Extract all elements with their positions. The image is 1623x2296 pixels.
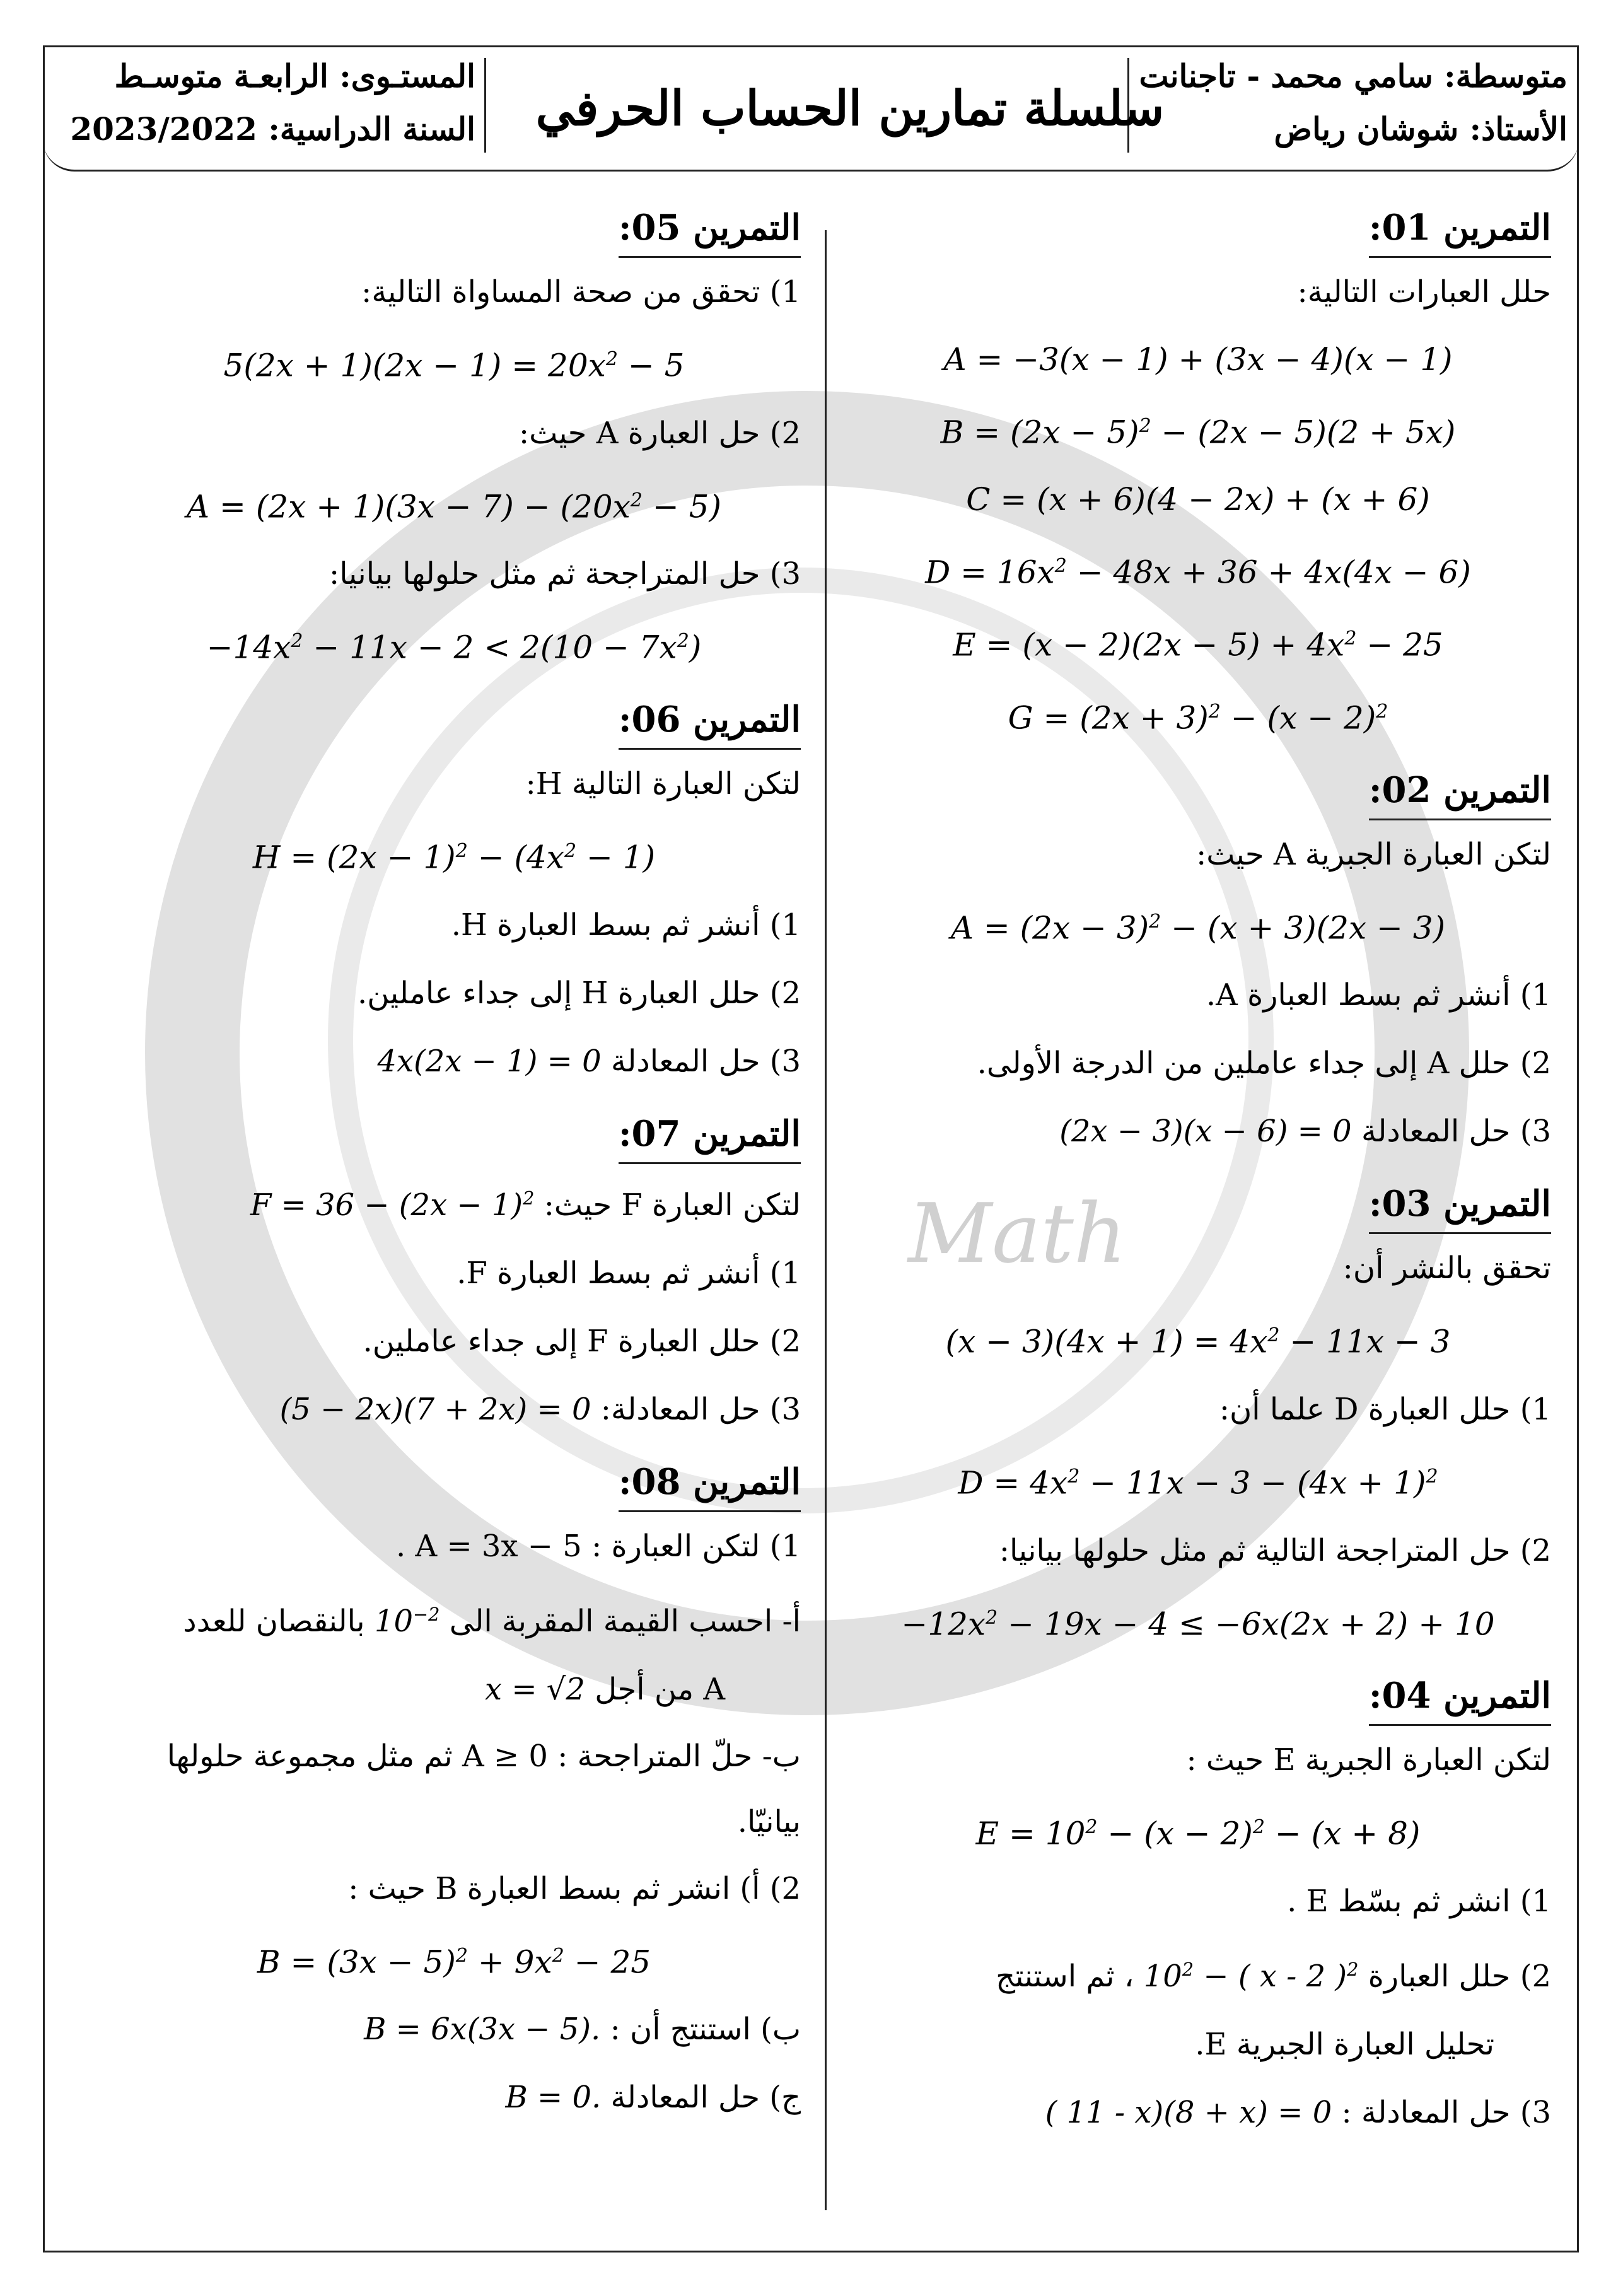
question-2: 2) حلل العبارة $10^2$ − ( x - 2 )$^2$ ، ثم استنتج [996, 1958, 1551, 1994]
question-3: 3) حل المعادلة (2x − 3)(x − 6) = 0 [1059, 1114, 1551, 1150]
question-2c: ج) حل المعادلة B = 0. [505, 2080, 801, 2116]
exercise-title: التمرين 07: [619, 1105, 801, 1164]
exercise-08 [107, 1443, 801, 2132]
question-1a-continued: A من أجل x = √2 [485, 1671, 725, 1707]
exercise-intro: لتكن العبارة الجبرية E حيث : [1186, 1742, 1551, 1778]
inequality: $-12x^2 - 19x - 4 \le -6x(2x + 2) + 10$ [901, 1605, 1495, 1643]
question-1: 1) انشر ثم بسّط E . [1287, 1883, 1551, 1919]
exercise-intro: حلل العبارات التالية: [1297, 274, 1551, 310]
question-1: 1) لتكن العبارة : A = 3x − 5 . [396, 1528, 801, 1564]
exercise-05 [107, 189, 801, 681]
exercise-title: التمرين 02: [1369, 762, 1551, 820]
expression-a: $A = (2x - 3)^2 - (x + 3)(2x - 3)$ [950, 909, 1446, 947]
question-3: 3) حل المتراجحة ثم مثل حلولها بيانيا: [329, 556, 801, 592]
exercise-02 [845, 752, 1551, 1166]
expression-g: $G = (2x + 3)^2 - (x - 2)^2$ [1008, 699, 1388, 737]
expression-d: $D = 4x^2 - 11x - 3 - (4x + 1)^2$ [958, 1464, 1438, 1501]
question-1: 1) تحقق من صحة المساواة التالية: [361, 274, 801, 310]
expression-b: $B = (2x - 5)^2 - (2x - 5)(2 + 5x)$ [940, 414, 1456, 451]
exercise-06 [107, 681, 801, 1095]
exercise-intro: تحقق بالنشر أن: [1342, 1250, 1551, 1286]
header-school-info [1139, 45, 1568, 172]
header-level-info [59, 45, 475, 172]
exercise-title: التمرين 01: [1369, 199, 1551, 258]
level-label: المستـوى: الرابعـة متوسـط [114, 57, 475, 95]
exercise-03 [845, 1165, 1551, 1657]
question-2a: 2) أ) انشر ثم بسط العبارة B حيث : [348, 1870, 801, 1906]
page-title: سلسلة تمارين الحساب الحرفي [535, 80, 1165, 136]
watermark-math-label: Math [908, 1186, 1127, 1281]
expression-c: C = (x + 6)(4 − 2x) + (x + 6) [966, 481, 1430, 518]
exercise-title: التمرين 08: [619, 1454, 801, 1512]
question-2-continued: تحليل العبارة الجبرية E. [1195, 2026, 1494, 2062]
question-1: 1) حلل العبارة D علما أن: [1219, 1391, 1551, 1427]
question-1b: ب- حلّ المتراجحة : A ≥ 0 ثم مثل مجموعة حلولها بيانيّا. [166, 1738, 801, 1839]
question-2: 2) حلل العبارة F إلى جداء عاملين. [363, 1323, 801, 1359]
exercise-07 [107, 1095, 801, 1443]
exercise-title: التمرين 04: [1369, 1667, 1551, 1726]
question-1: 1) أنشر ثم بسط العبارة A. [1206, 977, 1551, 1013]
header-title-cell [522, 45, 1178, 172]
page-header [43, 45, 1579, 172]
expression-e: $E = 10^2 - (x - 2)^2 - (x + 8)$ [975, 1815, 1421, 1852]
exercise-title: التمرين 03: [1369, 1175, 1551, 1234]
identity: $5(2x + 1)(2x - 1) = 20x^2 - 5$ [223, 347, 685, 384]
expression-a: $A = (2x + 1)(3x - 7) - (20x^2 - 5)$ [187, 488, 721, 525]
question-3: 3) حل المعادلة 4x(2x − 1) = 0 [377, 1043, 801, 1079]
header-separator-left [484, 58, 486, 153]
exercise-intro: لتكن العبارة F حيث: $F = 36 - (2x - 1)^2$ [250, 1187, 801, 1223]
question-2: 2) حلل العبارة H إلى جداء عاملين. [357, 975, 801, 1011]
inequality: $-14x^2 - 11x - 2 < 2(10 - 7x^2)$ [206, 629, 702, 666]
question-3: 3) حل المعادلة : ( 11 - x)(8 + x) = 0 [1045, 2094, 1551, 2130]
right-column [845, 189, 1551, 2147]
expression-h: $H = (2x - 1)^2 - (4x^2 - 1)$ [252, 839, 656, 876]
expression-d: $D = 16x^2 - 48x + 36 + 4x(4x - 6)$ [925, 554, 1471, 591]
expression-a: A = −3(x − 1) + (3x − 4)(x − 1) [943, 341, 1453, 378]
question-1: 1) أنشر ثم بسط العبارة F. [457, 1255, 801, 1291]
question-2: 2) حل العبارة A حيث: [518, 415, 801, 451]
exercise-04 [845, 1657, 1551, 2147]
expression-b: $B = (3x - 5)^2 + 9x^2 - 25$ [257, 1943, 651, 1981]
exercise-title: التمرين 05: [619, 199, 801, 258]
exercise-01 [845, 189, 1551, 752]
column-separator [825, 230, 827, 2210]
exercise-title: التمرين 06: [619, 691, 801, 750]
question-2b: ب) استنتج أن : B = 6x(3x − 5). [364, 2012, 801, 2048]
exercise-intro: لتكن العبارة الجبرية A حيث: [1196, 836, 1551, 872]
question-1: 1) أنشر ثم بسط العبارة H. [451, 907, 801, 943]
question-1a: أ- احسب القيمة المقربة الى $10^{-2}$ بالنقصان للعدد [183, 1603, 801, 1639]
exercise-intro: لتكن العبارة التالية H: [525, 766, 801, 801]
question-2: 2) حلل A إلى جداء عاملين من الدرجة الأولى. [977, 1046, 1551, 1081]
expression-e: $E = (x - 2)(2x - 5) + 4x^2 - 25$ [953, 626, 1443, 663]
question-2: 2) حل المتراجحة التالية ثم مثل حلولها بيانيا: [999, 1532, 1551, 1568]
teacher-name: الأستاذ: شوشان رياض [1274, 110, 1568, 148]
school-name: متوسطة: سامي محمد - تاجنانت [1139, 57, 1568, 95]
identity: $(x - 3)(4x + 1) = 4x^2 - 11x - 3$ [945, 1323, 1451, 1360]
school-year: السنة الدراسية: 2023/2022 [70, 110, 475, 148]
question-3: 3) حل المعادلة: (5 − 2x)(7 + 2x) = 0 [279, 1391, 801, 1427]
left-column [107, 189, 801, 2131]
